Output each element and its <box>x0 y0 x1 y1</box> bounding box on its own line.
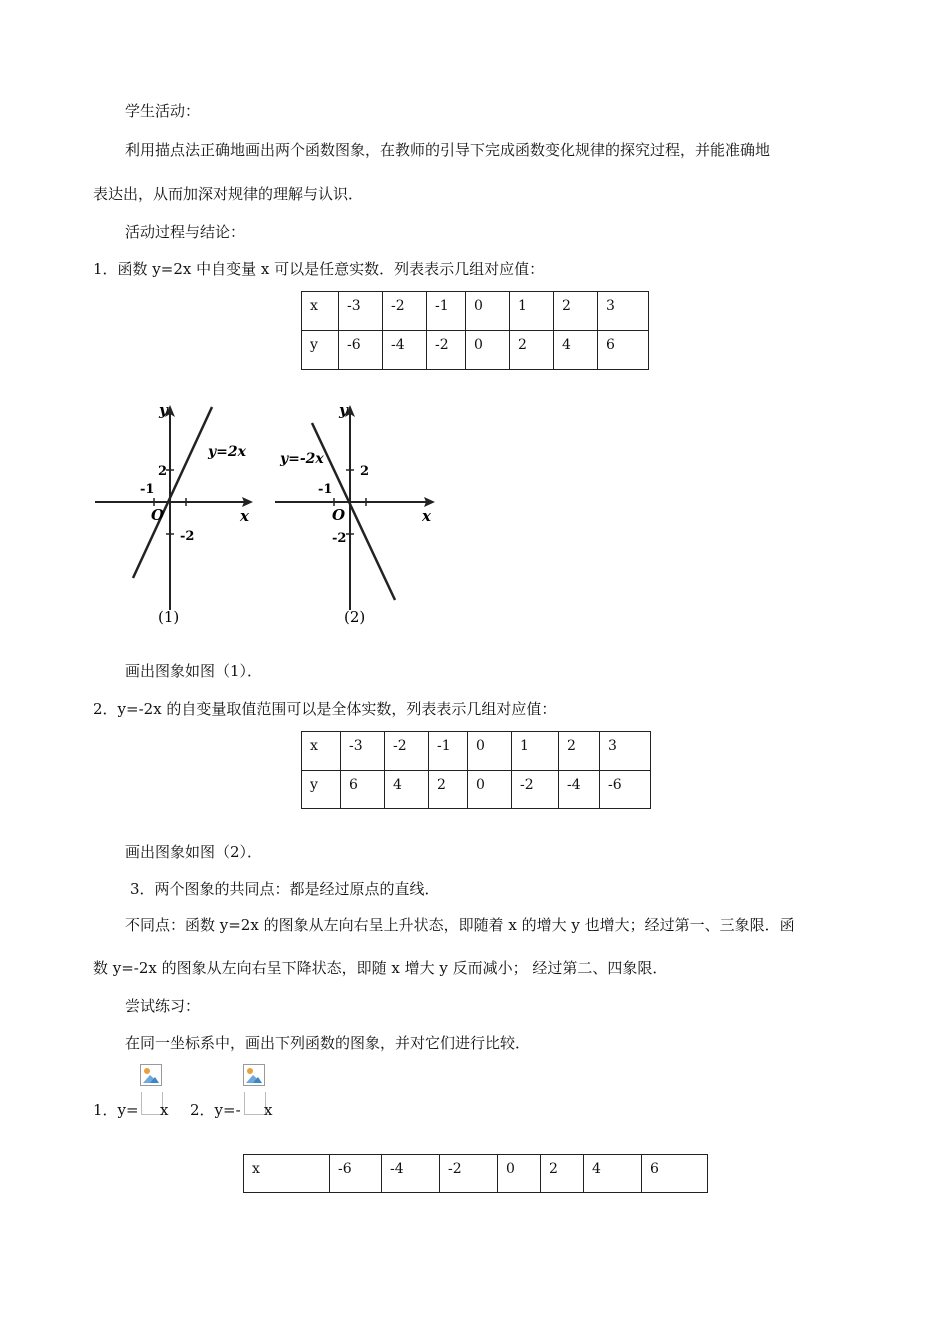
graph1-caption: (1) <box>158 608 180 626</box>
table2-cell: 1 <box>512 732 559 771</box>
table3-cell: 4 <box>584 1155 642 1193</box>
table2-cell: 2 <box>559 732 600 771</box>
table1-cell: x <box>302 292 339 331</box>
graph2-line <box>312 423 395 600</box>
table3-cell: -4 <box>382 1155 440 1193</box>
graph1-tick-neg1: -1 <box>140 482 155 497</box>
graph2-tick-neg2: -2 <box>332 531 347 546</box>
table2-cell: -2 <box>512 771 559 809</box>
ex2-suffix: x <box>264 1101 273 1119</box>
graph1-line-label: y=2x <box>208 444 246 460</box>
table1-cell: 2 <box>510 331 554 370</box>
table3-cell: -6 <box>330 1155 382 1193</box>
item2-text: 2．y=-2x 的自变量取值范围可以是全体实数，列表表示几组对应值： <box>93 700 557 718</box>
ex1-prefix: 1．y= <box>93 1101 139 1119</box>
practice-text: 在同一坐标系中，画出下列函数的图象，并对它们进行比较． <box>125 1034 531 1052</box>
table3-row-x <box>244 1155 708 1193</box>
draw1-text: 画出图象如图（1）． <box>125 662 263 680</box>
table1 <box>301 291 649 370</box>
para1-line2: 表达出，从而加深对规律的理解与认识． <box>93 185 364 203</box>
ex1-suffix: x <box>160 1101 169 1119</box>
graph2-x-label: x <box>422 507 431 525</box>
fraction-blank-2 <box>244 1092 266 1115</box>
graph-1 <box>90 395 260 635</box>
graph1-x-label: x <box>240 507 249 525</box>
draw2-text: 画出图象如图（2）． <box>125 843 263 861</box>
table2-cell: 6 <box>341 771 385 809</box>
table1-cell: -4 <box>383 331 427 370</box>
table2 <box>301 731 651 809</box>
table1-cell: 0 <box>466 292 510 331</box>
table1-cell: -3 <box>339 292 383 331</box>
table2-cell: -6 <box>600 771 651 809</box>
table1-cell: -1 <box>427 292 466 331</box>
table2-row-x <box>302 732 651 771</box>
table1-cell: 6 <box>598 331 649 370</box>
table3-cell: x <box>244 1155 330 1193</box>
graph1-tick-neg2: -2 <box>180 529 195 544</box>
table1-cell: -2 <box>427 331 466 370</box>
table2-cell: -1 <box>429 732 468 771</box>
image-placeholder-icon <box>243 1064 265 1086</box>
table2-cell: 0 <box>468 771 512 809</box>
table3-cell: 2 <box>541 1155 584 1193</box>
graph1-tick-2: 2 <box>158 464 168 479</box>
table1-cell: -2 <box>383 292 427 331</box>
table1-row-y <box>302 331 649 370</box>
table2-cell: 4 <box>385 771 429 809</box>
table2-cell: y <box>302 771 341 809</box>
ex2-prefix: 2．y=- <box>190 1101 241 1119</box>
section-title: 学生活动： <box>125 102 201 120</box>
para1-line1: 利用描点法正确地画出两个函数图象，在教师的引导下完成函数变化规律的探究过程，并能准确地 <box>125 141 771 159</box>
table1-cell: 1 <box>510 292 554 331</box>
table2-cell: 2 <box>429 771 468 809</box>
image-placeholder-icon <box>140 1064 162 1086</box>
table1-cell: 3 <box>598 292 649 331</box>
table2-cell: -4 <box>559 771 600 809</box>
graph2-line-label: y=-2x <box>280 451 324 467</box>
table3-cell: 0 <box>498 1155 541 1193</box>
graph2-caption: (2) <box>344 608 366 626</box>
diff-line2: 数 y=-2x 的图象从左向右呈下降状态，即随 x 增大 y 反而减小； 经过第二、四象限． <box>93 959 668 977</box>
table1-cell: 0 <box>466 331 510 370</box>
graph1-y-label: y <box>159 401 168 419</box>
table2-cell: 0 <box>468 732 512 771</box>
graph2-origin: O <box>332 506 346 524</box>
table2-cell: x <box>302 732 341 771</box>
graph-2 <box>270 395 445 635</box>
process-title: 活动过程与结论： <box>125 223 246 241</box>
table2-cell: -3 <box>341 732 385 771</box>
graph2-tick-neg1: -1 <box>318 482 333 497</box>
table3-cell: -2 <box>440 1155 498 1193</box>
table1-cell: y <box>302 331 339 370</box>
item1-text: 1．函数 y=2x 中自变量 x 可以是任意实数．列表表示几组对应值： <box>93 260 545 278</box>
table1-cell: 2 <box>554 292 598 331</box>
table2-row-y <box>302 771 651 809</box>
diff-line1: 不同点：函数 y=2x 的图象从左向右呈上升状态，即随着 x 的增大 y 也增大；经过第一、三象限．函 <box>125 916 795 934</box>
graph2-tick-2: 2 <box>360 464 370 479</box>
table2-cell: 3 <box>600 732 651 771</box>
table3 <box>243 1154 708 1193</box>
table2-cell: -2 <box>385 732 429 771</box>
table1-row-x <box>302 292 649 331</box>
table3-cell: 6 <box>642 1155 708 1193</box>
practice-title: 尝试练习： <box>125 997 201 1015</box>
graph1-origin: O <box>151 506 165 524</box>
graph2-y-label: y <box>339 401 348 419</box>
table1-cell: -6 <box>339 331 383 370</box>
item3-text: 3．两个图象的共同点：都是经过原点的直线． <box>130 880 440 898</box>
table1-cell: 4 <box>554 331 598 370</box>
